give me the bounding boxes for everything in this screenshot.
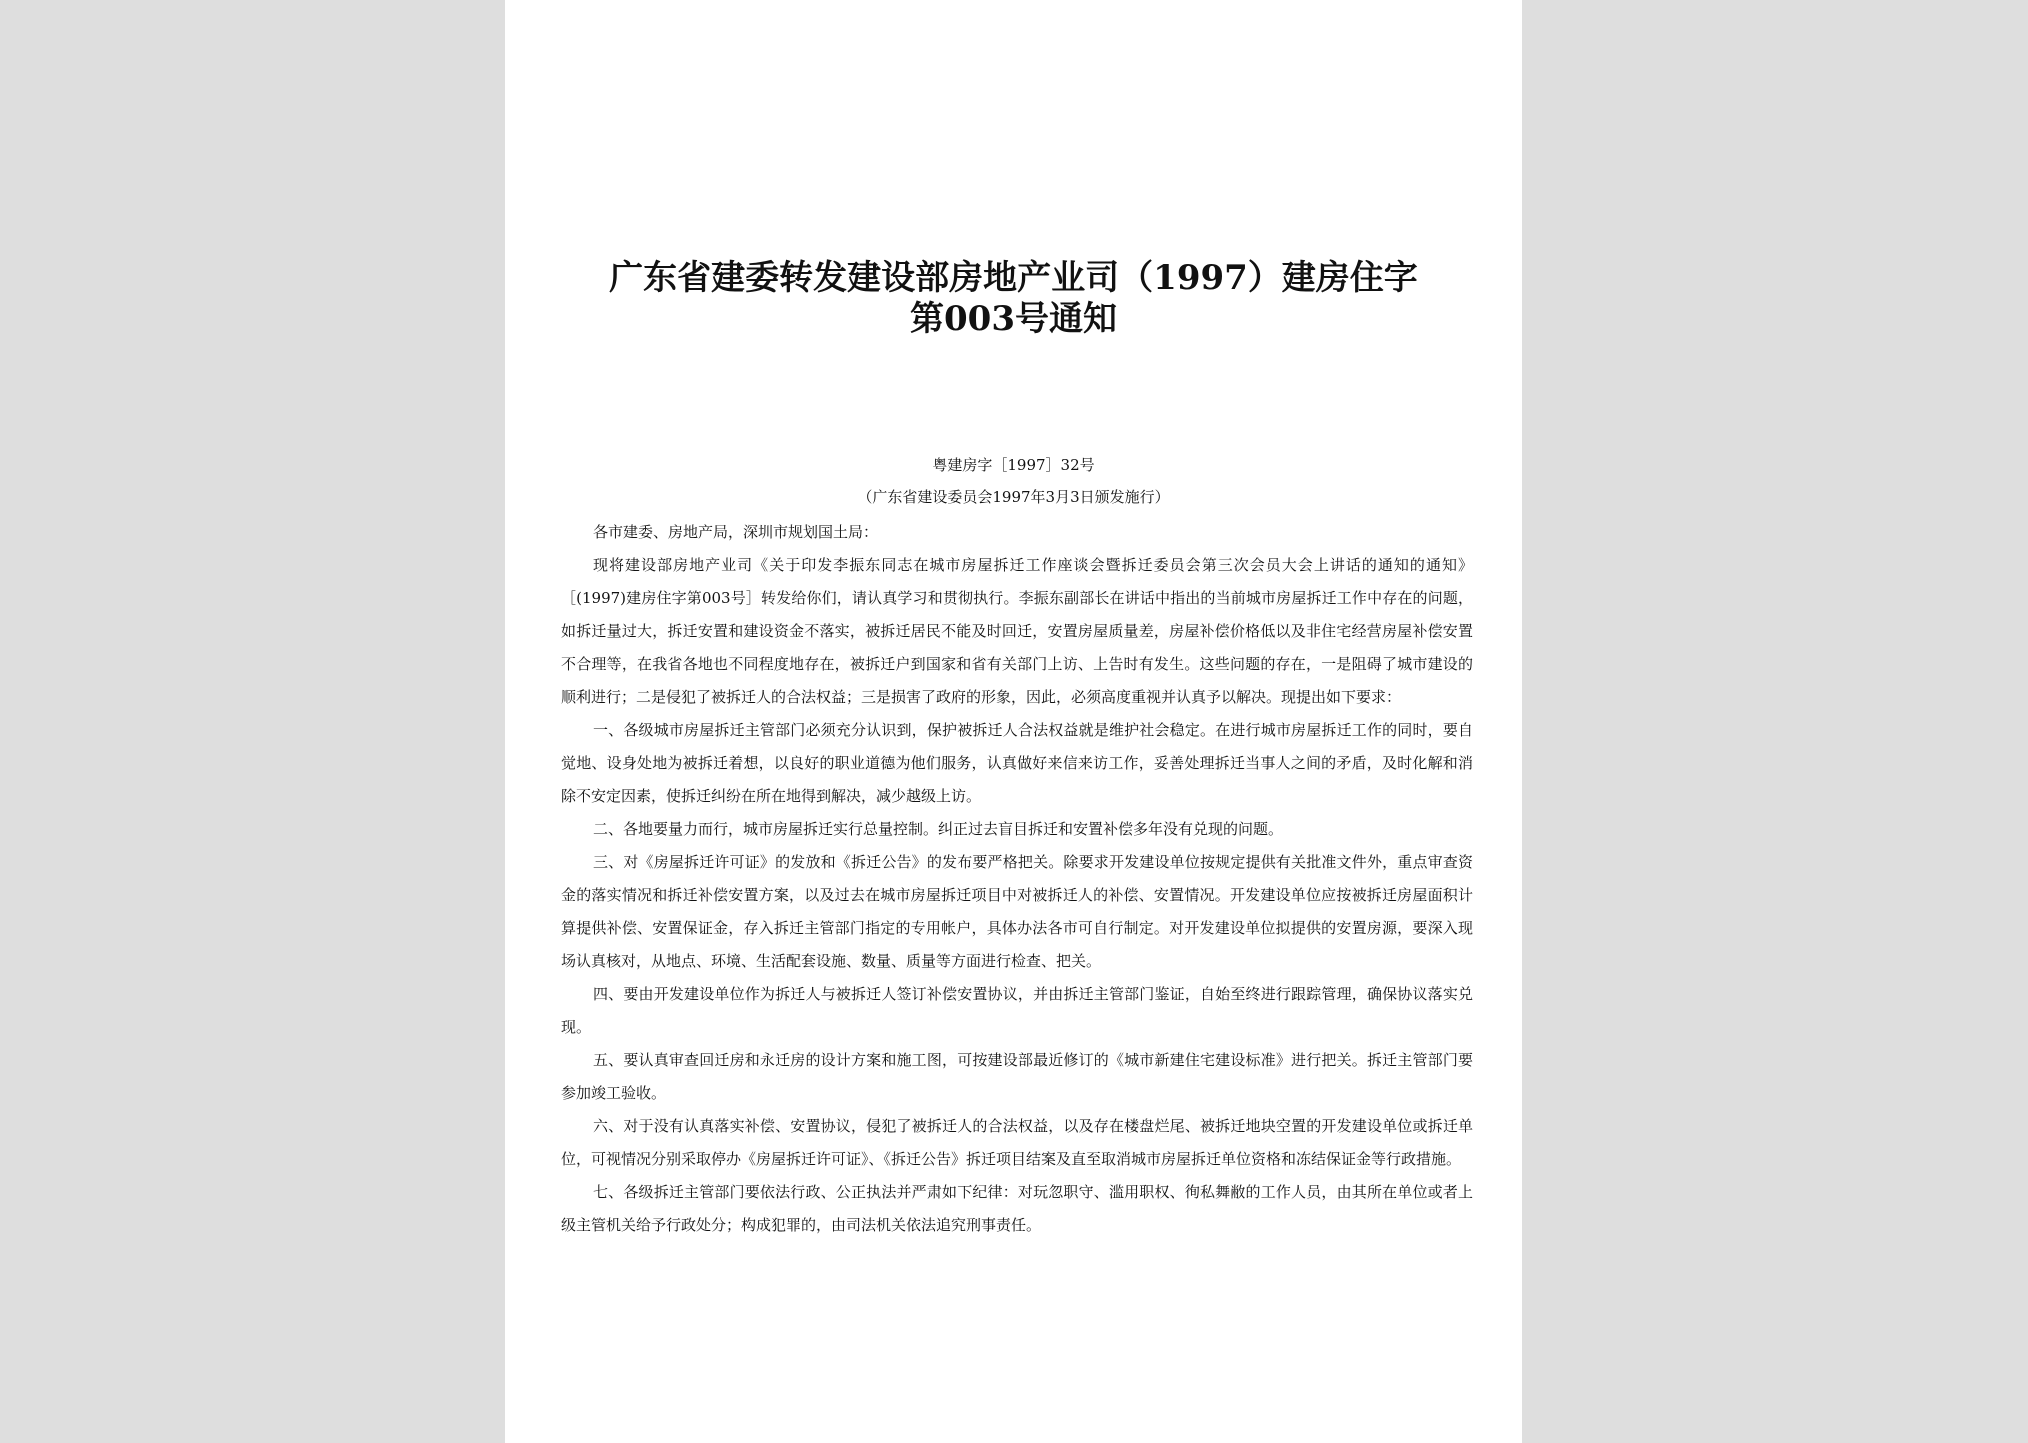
body-paragraph-intro: 现将建设部房地产业司《关于印发李振东同志在城市房屋拆迁工作座谈会暨拆迁委员会第三次会员大会上讲话的通知的通知》［(1997)建房住字第003号］转发给你们，请认真学习和贯彻执行。李振东副部长在讲话中指出的当前城市房屋拆迁工作中存在的问题，如拆迁量过大，拆迁安置和建设资金不落实，被拆迁居民不能及时回迁，安置房屋质量差，房屋补偿价格低以及非住宅经营房屋补偿安置不合理等，在我省各地也不同程度地存在，被拆迁户到国家和省有关部门上访、上告时有发生。这些问题的存在，一是阻碍了城市建设的顺利进行；二是侵犯了被拆迁人的合法权益；三是损害了政府的形象，因此，必须高度重视并认真予以解决。现提出如下要求：	[561, 556, 1473, 706]
body-paragraph-4: 四、要由开发建设单位作为拆迁人与被拆迁人签订补偿安置协议，并由拆迁主管部门鉴证，自始至终进行跟踪管理，确保协议落实兑现。	[561, 985, 1473, 1036]
body-paragraph-7: 七、各级拆迁主管部门要依法行政、公正执法并严肃如下纪律：对玩忽职守、滥用职权、徇私舞敝的工作人员，由其所在单位或者上级主管机关给予行政处分；构成犯罪的，由司法机关依法追究刑事责任。	[561, 1183, 1473, 1234]
title-line-2: 第003号通知	[910, 299, 1117, 339]
body-paragraph-6: 六、对于没有认真落实补偿、安置协议，侵犯了被拆迁人的合法权益，以及存在楼盘烂尾、被拆迁地块空置的开发建设单位或拆迁单位，可视情况分别采取停办《房屋拆迁许可证》、《拆迁公告》拆迁项目结案及直至取消城市房屋拆迁单位资格和冻结保证金等行政措施。	[561, 1117, 1473, 1168]
body-paragraph-3: 三、对《房屋拆迁许可证》的发放和《拆迁公告》的发布要严格把关。除要求开发建设单位按规定提供有关批准文件外，重点审查资金的落实情况和拆迁补偿安置方案，以及过去在城市房屋拆迁项目中对被拆迁人的补偿、安置情况。开发建设单位应按被拆迁房屋面积计算提供补偿、安置保证金，存入拆迁主管部门指定的专用帐户，具体办法各市可自行制定。对开发建设单位拟提供的安置房源，要深入现场认真核对，从地点、环境、生活配套设施、数量、质量等方面进行检查、把关。	[561, 853, 1473, 970]
salutation: 各市建委、房地产局，深圳市规划国土局：	[593, 523, 879, 541]
document-title	[505, 258, 1522, 340]
document-body	[561, 516, 1473, 1242]
body-paragraph-1: 一、各级城市房屋拆迁主管部门必须充分认识到，保护被拆迁人合法权益就是维护社会稳定。在进行城市房屋拆迁工作的同时，要自觉地、设身处地为被拆迁着想，以良好的职业道德为他们服务，认真做好来信来访工作，妥善处理拆迁当事人之间的矛盾，及时化解和消除不安定因素，使拆迁纠纷在所在地得到解决，减少越级上访。	[561, 721, 1473, 805]
body-paragraph-5: 五、要认真审查回迁房和永迁房的设计方案和施工图，可按建设部最近修订的《城市新建住宅建设标准》进行把关。拆迁主管部门要参加竣工验收。	[561, 1051, 1473, 1102]
body-paragraph-2: 二、各地要量力而行，城市房屋拆迁实行总量控制。纠正过去盲目拆迁和安置补偿多年没有兑现的问题。	[593, 820, 1284, 838]
issuer-line: （广东省建设委员会1997年3月3日颁发施行）	[857, 488, 1170, 506]
document-number: 粤建房字［1997］32号	[932, 456, 1095, 474]
title-line-1: 广东省建委转发建设部房地产业司（1997）建房住字	[609, 258, 1418, 298]
document-page	[505, 0, 1522, 1443]
